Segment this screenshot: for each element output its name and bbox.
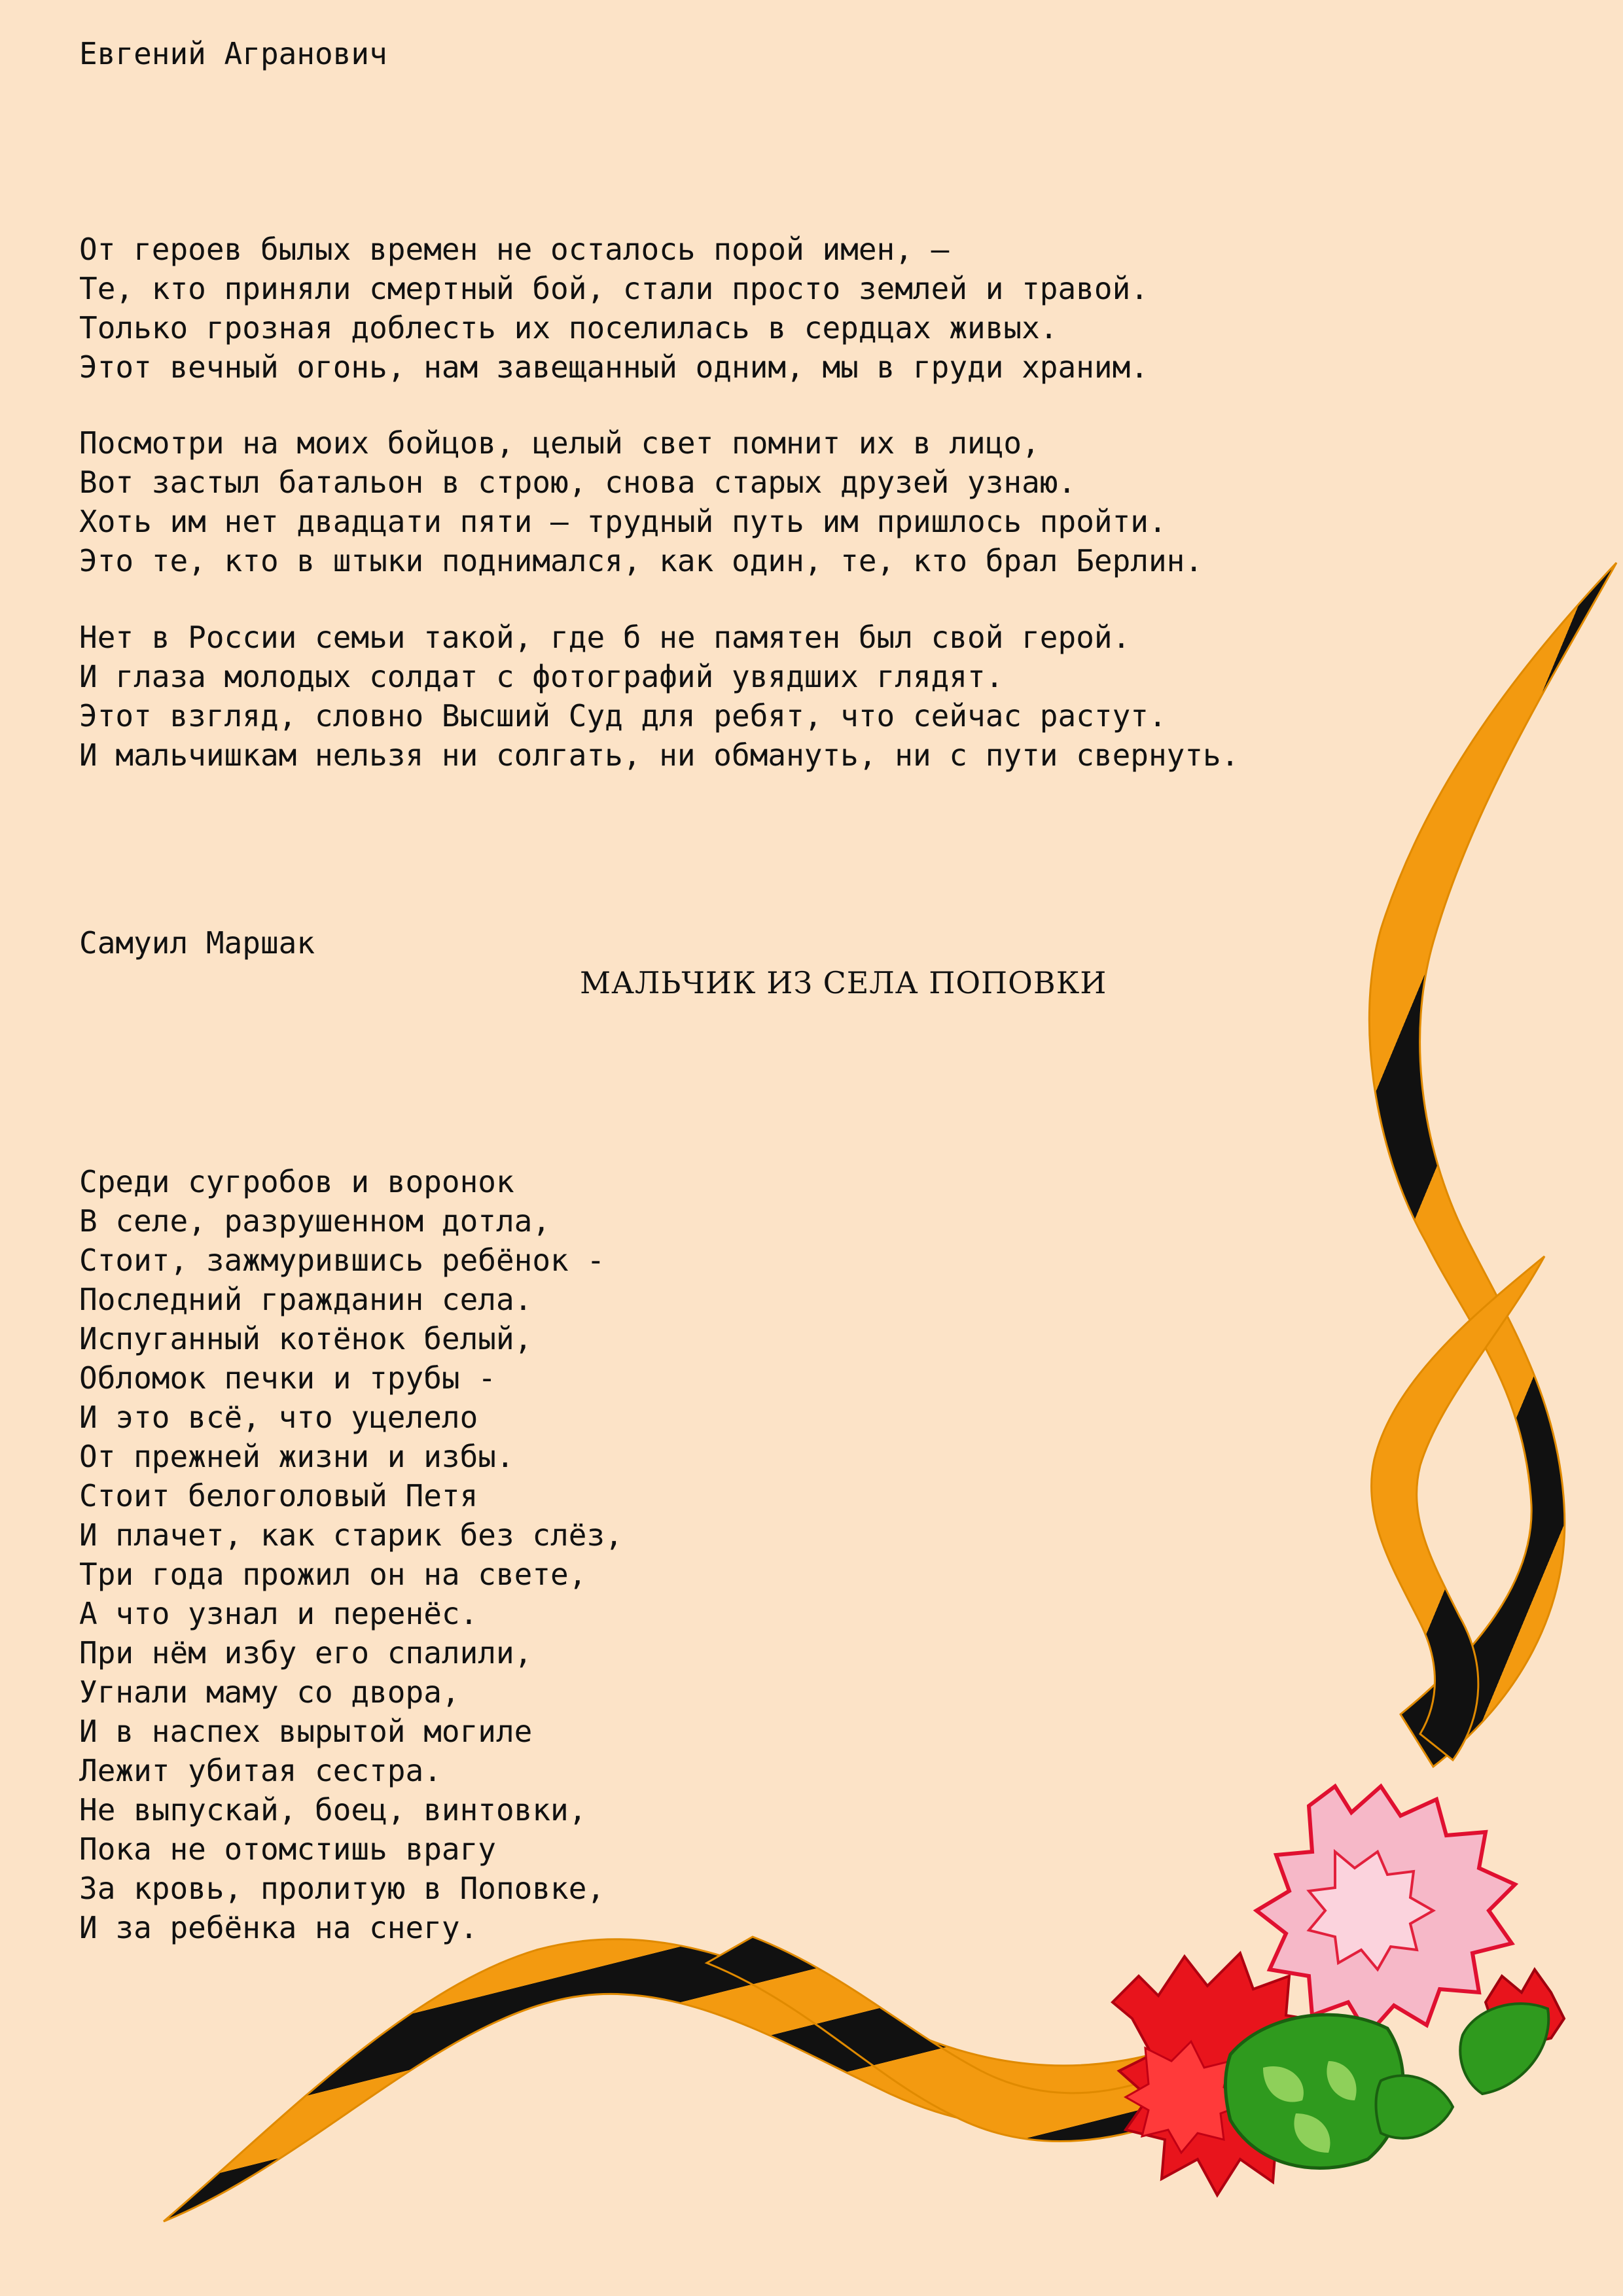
verse-line: И за ребёнка на снегу. [79, 1910, 478, 1945]
verse-line: В селе, разрушенном дотла, [79, 1203, 551, 1239]
poem1-stanza-2 [79, 423, 1203, 580]
verse-line: При нём избу его спалили, [79, 1635, 533, 1670]
verse-line: От героев былых времен не осталось порой имен, — [79, 232, 950, 267]
verse-line: Угнали маму со двора, [79, 1674, 460, 1710]
verse-line: И глаза молодых солдат с фотографий увядших глядят. [79, 659, 1004, 694]
verse-line: Стоит белоголовый Петя [79, 1478, 478, 1513]
verse-line: И плачет, как старик без слёз, [79, 1517, 623, 1553]
poem2-title: МАЛЬЧИК ИЗ СЕЛА ПОПОВКИ [580, 965, 1107, 1000]
verse-line: Этот вечный огонь, нам завещанный одним, мы в груди храним. [79, 349, 1149, 385]
verse-line: Пока не отомстишь врагу [79, 1831, 496, 1867]
verse-line: За кровь, пролитую в Поповке, [79, 1871, 605, 1906]
verse-line: Стоит, зажмурившись ребёнок - [79, 1243, 605, 1278]
verse-line: Посмотри на моих бойцов, целый свет помнит их в лицо, [79, 425, 1040, 461]
poem1-stanza-3 [79, 618, 1239, 775]
verse-line: Последний гражданин села. [79, 1282, 533, 1317]
verse-line: И в наспех вырытой могиле [79, 1714, 533, 1749]
verse-line: Лежит убитая сестра. [79, 1753, 442, 1788]
verse-line: Не выпускай, боец, винтовки, [79, 1792, 587, 1828]
poem1-author: Евгений Агранович [79, 36, 387, 71]
verse-line: Те, кто приняли смертный бой, стали просто землей и травой. [79, 271, 1149, 306]
verse-line: Три года прожил он на свете, [79, 1557, 587, 1592]
poem1-stanza-1 [79, 230, 1149, 387]
verse-line: Среди сугробов и воронок [79, 1164, 514, 1199]
verse-line: И это всё, что уцелело [79, 1400, 478, 1435]
verse-line: Этот взгляд, словно Высший Суд для ребят, что сейчас растут. [79, 698, 1167, 733]
verse-line: Это те, кто в штыки поднимался, как один, те, кто брал Берлин. [79, 543, 1204, 578]
verse-line: И мальчишкам нельзя ни солгать, ни обмануть, ни с пути свернуть. [79, 737, 1240, 773]
verse-line: От прежней жизни и избы. [79, 1439, 514, 1474]
verse-line: А что узнал и перенёс. [79, 1596, 478, 1631]
verse-line: Хоть им нет двадцати пяти — трудный путь им пришлось пройти. [79, 504, 1167, 539]
poem2-author: Самуил Маршак [79, 925, 315, 961]
verse-line: Испуганный котёнок белый, [79, 1321, 533, 1356]
verse-line: Обломок печки и трубы - [79, 1360, 496, 1396]
verse-line: Только грозная доблесть их поселилась в сердцах живых. [79, 310, 1058, 345]
verse-line: Нет в России семьи такой, где б не памятен был свой герой. [79, 620, 1131, 655]
verse-line: Вот застыл батальон в строю, снова старых друзей узнаю. [79, 465, 1077, 500]
poem2-verse [79, 1162, 623, 1947]
